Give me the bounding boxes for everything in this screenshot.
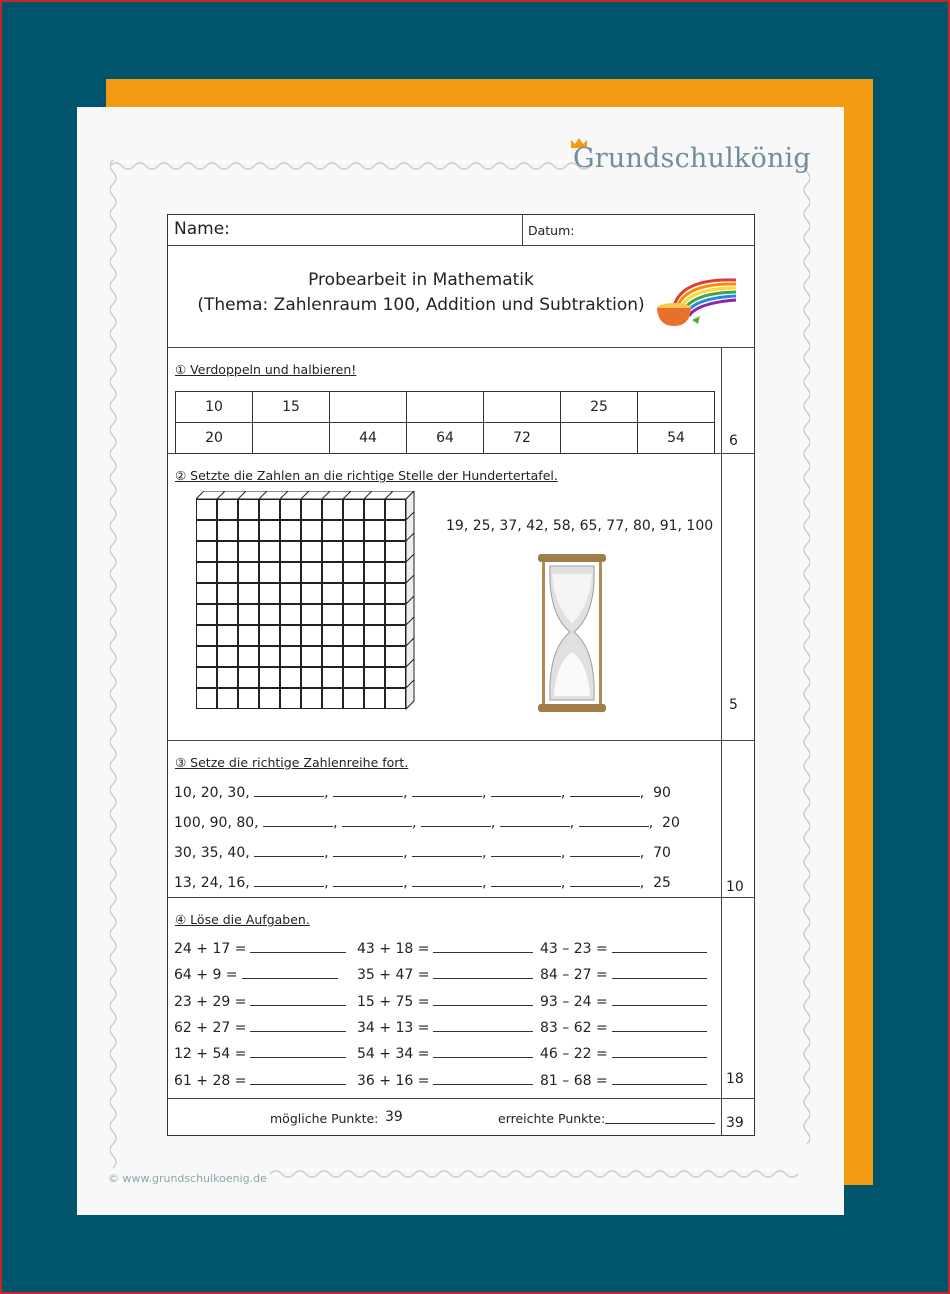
sequence-row: 13, 24, 16, , , , , , 25 — [174, 875, 671, 891]
answer-line[interactable] — [433, 966, 533, 979]
math-task — [357, 1019, 533, 1036]
task-expression: 46 – 22 = — [540, 1046, 608, 1063]
task-expression: 54 + 34 = — [357, 1046, 430, 1063]
exercise-4-instruction: ④ Löse die Aufgaben. — [175, 912, 310, 927]
points-divider — [721, 453, 754, 454]
task-expression: 34 + 13 = — [357, 1019, 430, 1036]
sequence-row: 10, 20, 30, , , , , , 90 — [174, 785, 671, 801]
math-task — [540, 940, 707, 957]
task-expression: 43 + 18 = — [357, 941, 430, 957]
math-task — [357, 993, 533, 1010]
answer-line[interactable] — [612, 1072, 707, 1085]
answer-line[interactable] — [433, 1045, 533, 1058]
summary-row — [168, 1099, 721, 1135]
possible-points-label: mögliche Punkte: — [270, 1111, 379, 1126]
exercise-2-instruction: ② Setzte die Zahlen an die richtige Stelle der Hundertertafel. — [175, 468, 558, 483]
exercise-3-instruction: ③ Setze die richtige Zahlenreihe fort. — [175, 755, 409, 770]
points-divider — [721, 897, 754, 898]
test-sheet — [167, 214, 755, 1136]
achieved-points-label: erreichte Punkte: — [498, 1111, 606, 1126]
answer-line[interactable] — [250, 940, 346, 953]
math-task — [174, 1072, 346, 1089]
sequence-end: 25 — [653, 875, 671, 891]
answer-line[interactable] — [433, 993, 533, 1006]
answer-line[interactable] — [612, 993, 707, 1006]
footer-url[interactable]: © www.grundschulkoenig.de — [108, 1172, 267, 1185]
math-task — [174, 993, 346, 1010]
title-line-2: (Thema: Zahlenraum 100, Addition und Subtraktion) — [197, 295, 645, 315]
task-expression: 84 – 27 = — [540, 967, 608, 984]
table-cell[interactable] — [638, 392, 715, 423]
points-column — [721, 348, 755, 1135]
exercise-2-points: 5 — [729, 697, 738, 713]
hourglass-icon — [534, 554, 610, 714]
exercise-4-points: 18 — [726, 1071, 744, 1087]
exercise-3-points: 10 — [726, 879, 744, 895]
sequence-end: 20 — [662, 815, 680, 831]
table-cell[interactable]: 44 — [330, 423, 407, 454]
task-expression: 62 + 27 = — [174, 1019, 247, 1036]
sequence-end: 70 — [653, 845, 671, 861]
numbers-list: 19, 25, 37, 42, 58, 65, 77, 80, 91, 100 — [446, 518, 714, 534]
name-label: Name: — [174, 219, 230, 239]
task-expression: 61 + 28 = — [174, 1072, 247, 1089]
points-divider — [721, 1098, 754, 1099]
answer-line[interactable] — [250, 993, 346, 1006]
achieved-points-input[interactable] — [605, 1111, 715, 1124]
table-cell[interactable] — [407, 392, 484, 423]
table-cell[interactable] — [561, 423, 638, 454]
table-cell[interactable]: 20 — [176, 423, 253, 454]
math-task — [540, 1019, 707, 1036]
brand-logo[interactable]: Grundschulkönig — [573, 143, 811, 174]
answer-line[interactable] — [612, 1045, 707, 1058]
task-expression: 23 + 29 = — [174, 993, 247, 1010]
exercise-1-instruction: ① Verdoppeln und halbieren! — [175, 362, 357, 377]
table-row — [176, 423, 715, 454]
points-divider — [721, 740, 754, 741]
table-cell[interactable]: 72 — [484, 423, 561, 454]
table-cell[interactable]: 54 — [638, 423, 715, 454]
task-expression: 35 + 47 = — [357, 967, 430, 984]
table-cell[interactable] — [253, 423, 330, 454]
answer-line[interactable] — [250, 1045, 346, 1058]
sequence-row: 100, 90, 80, , , , , , 20 — [174, 815, 680, 831]
answer-line[interactable] — [612, 966, 707, 979]
math-task — [540, 1072, 707, 1089]
sequence-start: 13, 24, 16, — [174, 875, 250, 891]
task-expression: 93 – 24 = — [540, 993, 608, 1010]
title-row — [168, 246, 754, 348]
sequence-start: 100, 90, 80, — [174, 815, 259, 831]
math-task — [357, 966, 533, 983]
task-expression: 15 + 75 = — [357, 993, 430, 1010]
sequence-end: 90 — [653, 785, 671, 801]
math-task — [540, 966, 707, 983]
header-row — [168, 215, 754, 246]
date-label: Datum: — [528, 223, 575, 238]
answer-line[interactable] — [250, 1072, 346, 1085]
task-expression: 12 + 54 = — [174, 1046, 247, 1063]
math-task — [357, 1072, 533, 1089]
math-task — [174, 966, 338, 983]
title-line-1: Probearbeit in Mathematik — [308, 270, 534, 290]
hundred-chart-3d-edge — [196, 491, 416, 717]
task-expression: 36 + 16 = — [357, 1072, 430, 1089]
table-cell[interactable]: 25 — [561, 392, 638, 423]
answer-line[interactable] — [612, 1019, 707, 1032]
exercise-1-points: 6 — [729, 433, 738, 449]
table-cell[interactable]: 15 — [253, 392, 330, 423]
task-expression: 24 + 17 = — [174, 941, 247, 957]
math-task — [540, 1045, 707, 1062]
sequence-start: 30, 35, 40, — [174, 845, 250, 861]
answer-line[interactable] — [612, 940, 707, 953]
rainbow-pot-icon — [652, 270, 740, 330]
answer-line[interactable] — [250, 1019, 346, 1032]
table-cell[interactable] — [484, 392, 561, 423]
table-cell[interactable]: 10 — [176, 392, 253, 423]
math-task — [174, 940, 346, 957]
answer-line[interactable] — [242, 966, 338, 979]
task-expression: 64 + 9 = — [174, 967, 238, 984]
table-row — [176, 392, 715, 423]
answer-line[interactable] — [433, 1019, 533, 1032]
math-task — [174, 1045, 346, 1062]
math-task — [357, 1045, 533, 1062]
sequence-start: 10, 20, 30, — [174, 785, 250, 801]
halve-double-table — [175, 391, 715, 454]
task-expression: 83 – 62 = — [540, 1019, 608, 1036]
possible-points-value: 39 — [385, 1109, 403, 1125]
answer-line[interactable] — [433, 1072, 533, 1085]
math-task — [357, 940, 533, 957]
math-task — [174, 1019, 346, 1036]
task-expression: 81 – 68 = — [540, 1072, 608, 1089]
table-cell[interactable]: 64 — [407, 423, 484, 454]
total-points: 39 — [726, 1115, 744, 1131]
math-task — [540, 993, 707, 1010]
task-expression: 43 – 23 = — [540, 941, 608, 957]
header-divider — [522, 215, 523, 245]
answer-line[interactable] — [433, 940, 533, 953]
table-cell[interactable] — [330, 392, 407, 423]
sequence-row: 30, 35, 40, , , , , , 70 — [174, 845, 671, 861]
